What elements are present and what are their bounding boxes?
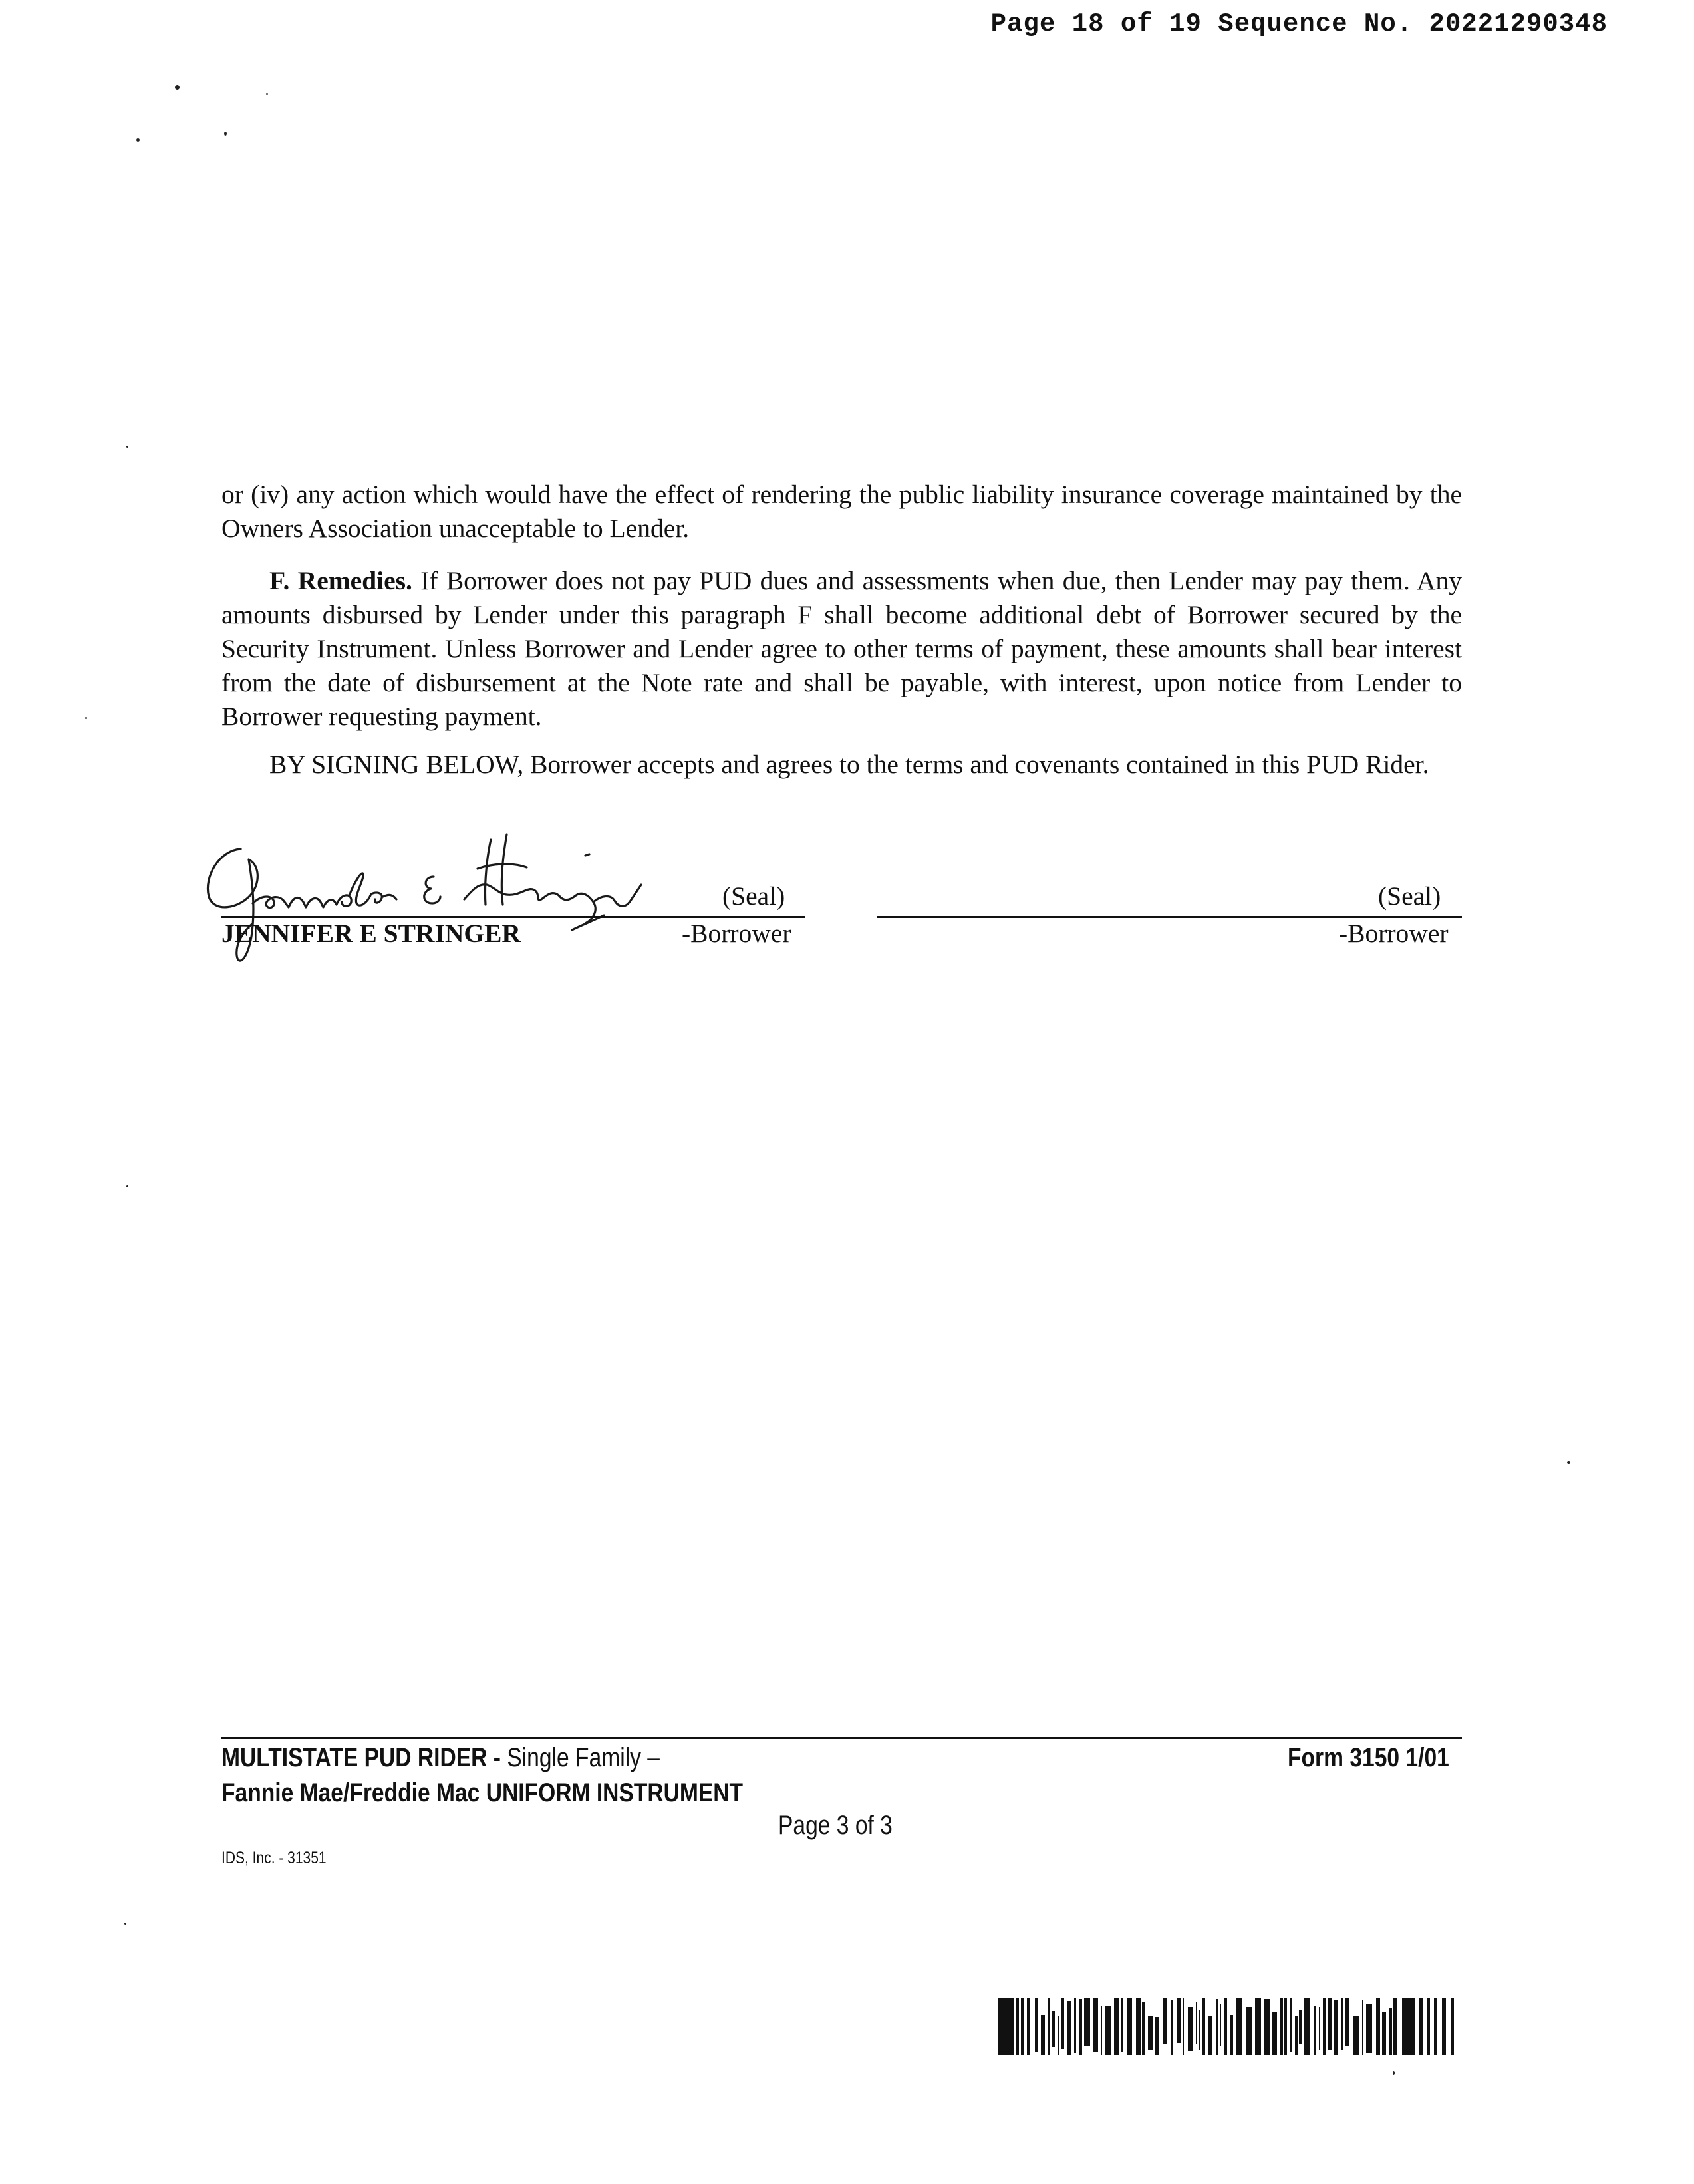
footer-title: [221, 1743, 660, 1773]
barcode-bar: [1280, 1998, 1283, 2055]
barcode-bar: [1067, 2001, 1071, 2055]
seal-label-left: (Seal): [722, 881, 785, 911]
barcode-bar: [1246, 2007, 1252, 2055]
vendor-code: IDS, Inc. - 31351: [221, 1849, 327, 1867]
barcode-bar: [1419, 1998, 1423, 2055]
scan-speck: [136, 138, 140, 142]
barcode-bar: [1442, 1998, 1446, 2055]
document-barcode: [998, 1998, 1458, 2055]
barcode-bar: [1220, 2004, 1221, 2046]
paragraph-body: [221, 564, 1462, 734]
barcode-bar: [1105, 2006, 1111, 2055]
barcode-bar: [1284, 1998, 1287, 2055]
barcode-bar: [1079, 1999, 1082, 2055]
barcode-bar: [1382, 2012, 1386, 2055]
barcode-bar: [1353, 2016, 1359, 2055]
barcode-bar: [1101, 2006, 1102, 2055]
form-number: Form 3150 1/01: [1288, 1743, 1449, 1772]
barcode-bar: [1052, 2011, 1055, 2047]
barcode-bar: [1290, 1998, 1292, 2052]
seal-label-right: (Seal): [1378, 881, 1441, 911]
barcode-bar: [1196, 2002, 1197, 2044]
barcode-bar: [1427, 1998, 1430, 2055]
barcode-bar: [1376, 1998, 1380, 2055]
barcode-bar: [1393, 1998, 1397, 2055]
barcode-bar: [1334, 2000, 1338, 2055]
barcode-bar: [1084, 1998, 1090, 2046]
barcode-bar: [1016, 1998, 1019, 2055]
scan-speck: [126, 446, 128, 448]
barcode-bar: [1224, 1998, 1227, 2055]
scan-speck: [126, 1185, 128, 1187]
barcode-bar: [1177, 1998, 1181, 2043]
barcode-bar: [1048, 1998, 1050, 2055]
barcode-bar: [1216, 1999, 1218, 2055]
barcode-bar: [1323, 1998, 1326, 2055]
barcode-bar: [1041, 2015, 1045, 2055]
barcode-bar: [1295, 2016, 1298, 2055]
barcode-bar: [1142, 2002, 1145, 2055]
barcode-bar: [1366, 2004, 1372, 2053]
barcode-bar: [1272, 2012, 1277, 2055]
sequence-stamp: Page 18 of 19 Sequence No. 20221290348: [990, 9, 1608, 39]
barcode-bar: [1061, 1998, 1064, 2049]
page-indicator: Page 3 of 3: [778, 1811, 893, 1840]
barcode-bar: [1236, 1998, 1242, 2055]
scan-speck: [175, 85, 180, 90]
scan-speck: [85, 717, 87, 719]
borrower-role-right: -Borrower: [1339, 919, 1449, 948]
barcode-bar: [1121, 1998, 1123, 2052]
barcode-bar: [1127, 1998, 1132, 2055]
barcode-bar: [1230, 2015, 1233, 2055]
barcode-bar: [1345, 1998, 1349, 2046]
barcode-bar: [1328, 1998, 1332, 2050]
scan-speck: [224, 132, 227, 136]
footer-subtitle: Fannie Mae/Freddie Mac UNIFORM INSTRUMENT: [221, 1778, 744, 1807]
barcode-bar: [1136, 1998, 1141, 2055]
barcode-bar: [1021, 1998, 1024, 2055]
barcode-bar: [1319, 2007, 1320, 2050]
barcode-bar: [1208, 2016, 1212, 2055]
paragraph-signing: [221, 748, 1462, 782]
barcode-bar: [1183, 1998, 1184, 2055]
barcode-bar: [1451, 1998, 1454, 2055]
signing-text: BY SIGNING BELOW, Borrower accepts and agrees to the terms and covenants contained in this PUD Rider.: [269, 750, 1429, 779]
barcode-bar: [1304, 1998, 1310, 2055]
remedies-heading: F. Remedies.: [269, 566, 412, 595]
paragraph-remedies: [221, 564, 1462, 734]
borrower-name-left: JENNIFER E STRINGER: [221, 919, 521, 948]
barcode-bar: [998, 1998, 1014, 2055]
barcode-bar: [1171, 2000, 1173, 2055]
footer-title-bold: MULTISTATE PUD RIDER -: [221, 1743, 501, 1772]
barcode-bar: [1027, 1998, 1030, 2055]
barcode-bar: [1199, 2010, 1200, 2050]
scan-speck: [266, 93, 268, 95]
barcode-bar: [1148, 2016, 1153, 2050]
barcode-bar: [1434, 1998, 1437, 2055]
footer-title-regular: Single Family –: [500, 1743, 660, 1772]
barcode-bar: [1264, 1999, 1270, 2055]
paragraph-iv-continuation: [221, 478, 1462, 546]
scan-speck: [124, 1923, 126, 1925]
barcode-bar: [1402, 1998, 1415, 2055]
remedies-text: If Borrower does not pay PUD dues and assessments when due, then Lender may pay them. Any amounts disbursed by Lender under this paragraph F shall become additional debt of Borrower secured by the Security Instrument. Unless Borrower and Lender agree to other terms of payment, these amounts shall bear interest from the date of disbursement at the Note rate and shall be payable, with interest, upon notice from Lender to Borrower requesting payment.: [221, 566, 1463, 731]
barcode-bar: [1389, 2008, 1392, 2055]
barcode-bar: [1202, 1998, 1205, 2055]
barcode-bar: [1035, 1998, 1038, 2052]
barcode-bar: [1314, 2006, 1316, 2055]
borrower-role-left: -Borrower: [682, 919, 791, 948]
barcode-bar: [1341, 1998, 1343, 2050]
barcode-bar: [1114, 1998, 1119, 2055]
barcode-bar: [1362, 2000, 1363, 2055]
footer-rule: [221, 1737, 1462, 1739]
barcode-bar: [1058, 2016, 1059, 2055]
barcode-bar: [1299, 2010, 1302, 2044]
scan-speck: [1567, 1461, 1570, 1464]
scan-speck: [1393, 2071, 1395, 2075]
barcode-bar: [1155, 2017, 1159, 2055]
barcode-bar: [1074, 1998, 1076, 2053]
barcode-bar: [1093, 1998, 1098, 2052]
barcode-bar: [1163, 1998, 1167, 2044]
barcode-bar: [1255, 1998, 1261, 2055]
barcode-bar: [1188, 2007, 1193, 2051]
paragraph-text: or (iv) any action which would have the effect of rendering the public liability insurance coverage maintained by the Owners Association unacceptable to Lender.: [221, 480, 1462, 543]
handwritten-signature: [200, 830, 658, 970]
